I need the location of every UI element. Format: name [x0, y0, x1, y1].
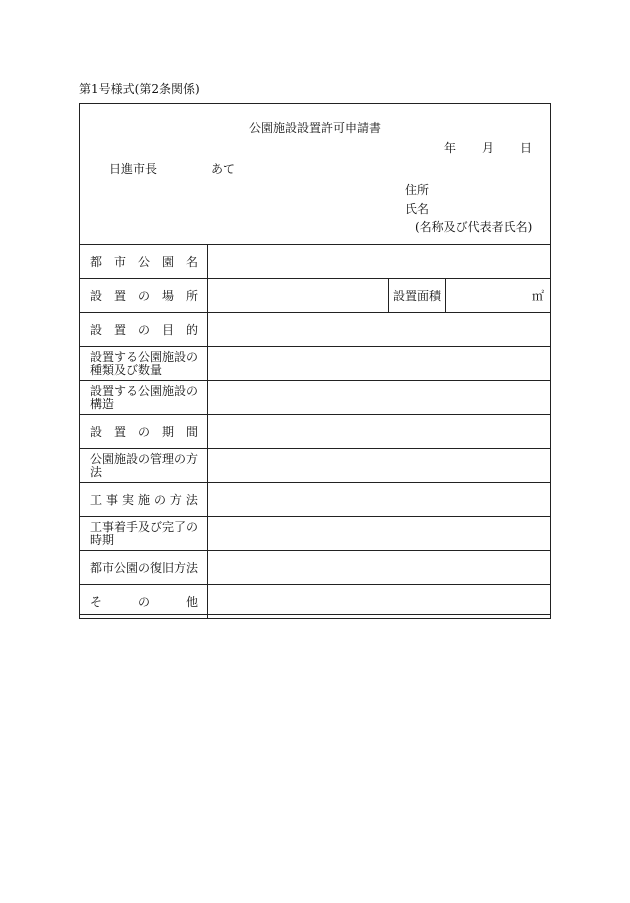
area-unit: ㎡: [531, 289, 544, 303]
location-label: [80, 279, 208, 313]
fields-table: [79, 244, 551, 619]
table-row: [80, 551, 551, 585]
construction-time-text: 工事着手及び完了の時期: [90, 519, 199, 547]
purpose-label: [80, 313, 208, 347]
restoration-field[interactable]: [208, 551, 551, 585]
restoration-label: [80, 551, 208, 585]
form-title: 公園施設設置許可申請書: [248, 121, 381, 135]
other-label: [80, 585, 208, 619]
construction-method-label: [80, 483, 208, 517]
location-text: 設 置 の 場 所: [90, 289, 198, 303]
area-field[interactable]: [446, 279, 551, 313]
date-month-label: 月: [481, 141, 494, 155]
period-label: [80, 415, 208, 449]
table-row: [80, 245, 551, 279]
type-qty-label: [80, 347, 208, 381]
structure-field[interactable]: [208, 381, 551, 415]
type-qty-field[interactable]: [208, 347, 551, 381]
structure-text: 設置する公園施設の構造: [90, 383, 199, 411]
date-line: [444, 139, 532, 156]
application-form: [79, 103, 551, 615]
management-text: 公園施設の管理の方法: [90, 451, 199, 479]
area-label: 設置面積: [389, 279, 446, 313]
period-field[interactable]: [208, 415, 551, 449]
addressee: [109, 160, 235, 177]
management-field[interactable]: [208, 449, 551, 483]
purpose-field[interactable]: [208, 313, 551, 347]
construction-time-label: [80, 517, 208, 551]
addressee-suffix: あて: [211, 162, 236, 176]
form-header: [80, 104, 550, 244]
addressee-name: 日進市長: [109, 162, 158, 176]
park-name-label: [80, 245, 208, 279]
other-field[interactable]: [208, 585, 551, 619]
park-name-field[interactable]: [208, 245, 551, 279]
applicant-block: [405, 181, 532, 237]
restoration-text: 都市公園の復旧方法: [90, 561, 199, 575]
table-row: [80, 347, 551, 381]
management-label: [80, 449, 208, 483]
construction-method-text: 工 事 実 施 の 方 法: [90, 493, 198, 507]
form-number: 第1号様式(第2条関係): [79, 82, 200, 96]
construction-time-field[interactable]: [208, 517, 551, 551]
structure-label: [80, 381, 208, 415]
purpose-text: 設 置 の 目 的: [90, 323, 198, 337]
table-row: [80, 483, 551, 517]
applicant-name-label: 氏名: [405, 201, 430, 216]
table-row: [80, 415, 551, 449]
applicant-note: (名称及び代表者氏名): [415, 220, 533, 234]
period-text: 設 置 の 期 間: [90, 425, 198, 439]
park-name-text: 都 市 公 園 名: [90, 255, 198, 269]
other-text: そ の 他: [90, 595, 198, 609]
table-row: [80, 449, 551, 483]
table-row: [80, 279, 551, 313]
type-qty-text: 設置する公園施設の種類及び数量: [90, 349, 199, 377]
table-row: [80, 585, 551, 619]
date-day-label: 日: [519, 141, 532, 155]
table-row: [80, 381, 551, 415]
date-year-label: 年: [443, 141, 456, 155]
location-field[interactable]: [208, 279, 389, 313]
table-row: [80, 517, 551, 551]
applicant-address-label: 住所: [405, 183, 430, 197]
table-row: [80, 313, 551, 347]
construction-method-field[interactable]: [208, 483, 551, 517]
